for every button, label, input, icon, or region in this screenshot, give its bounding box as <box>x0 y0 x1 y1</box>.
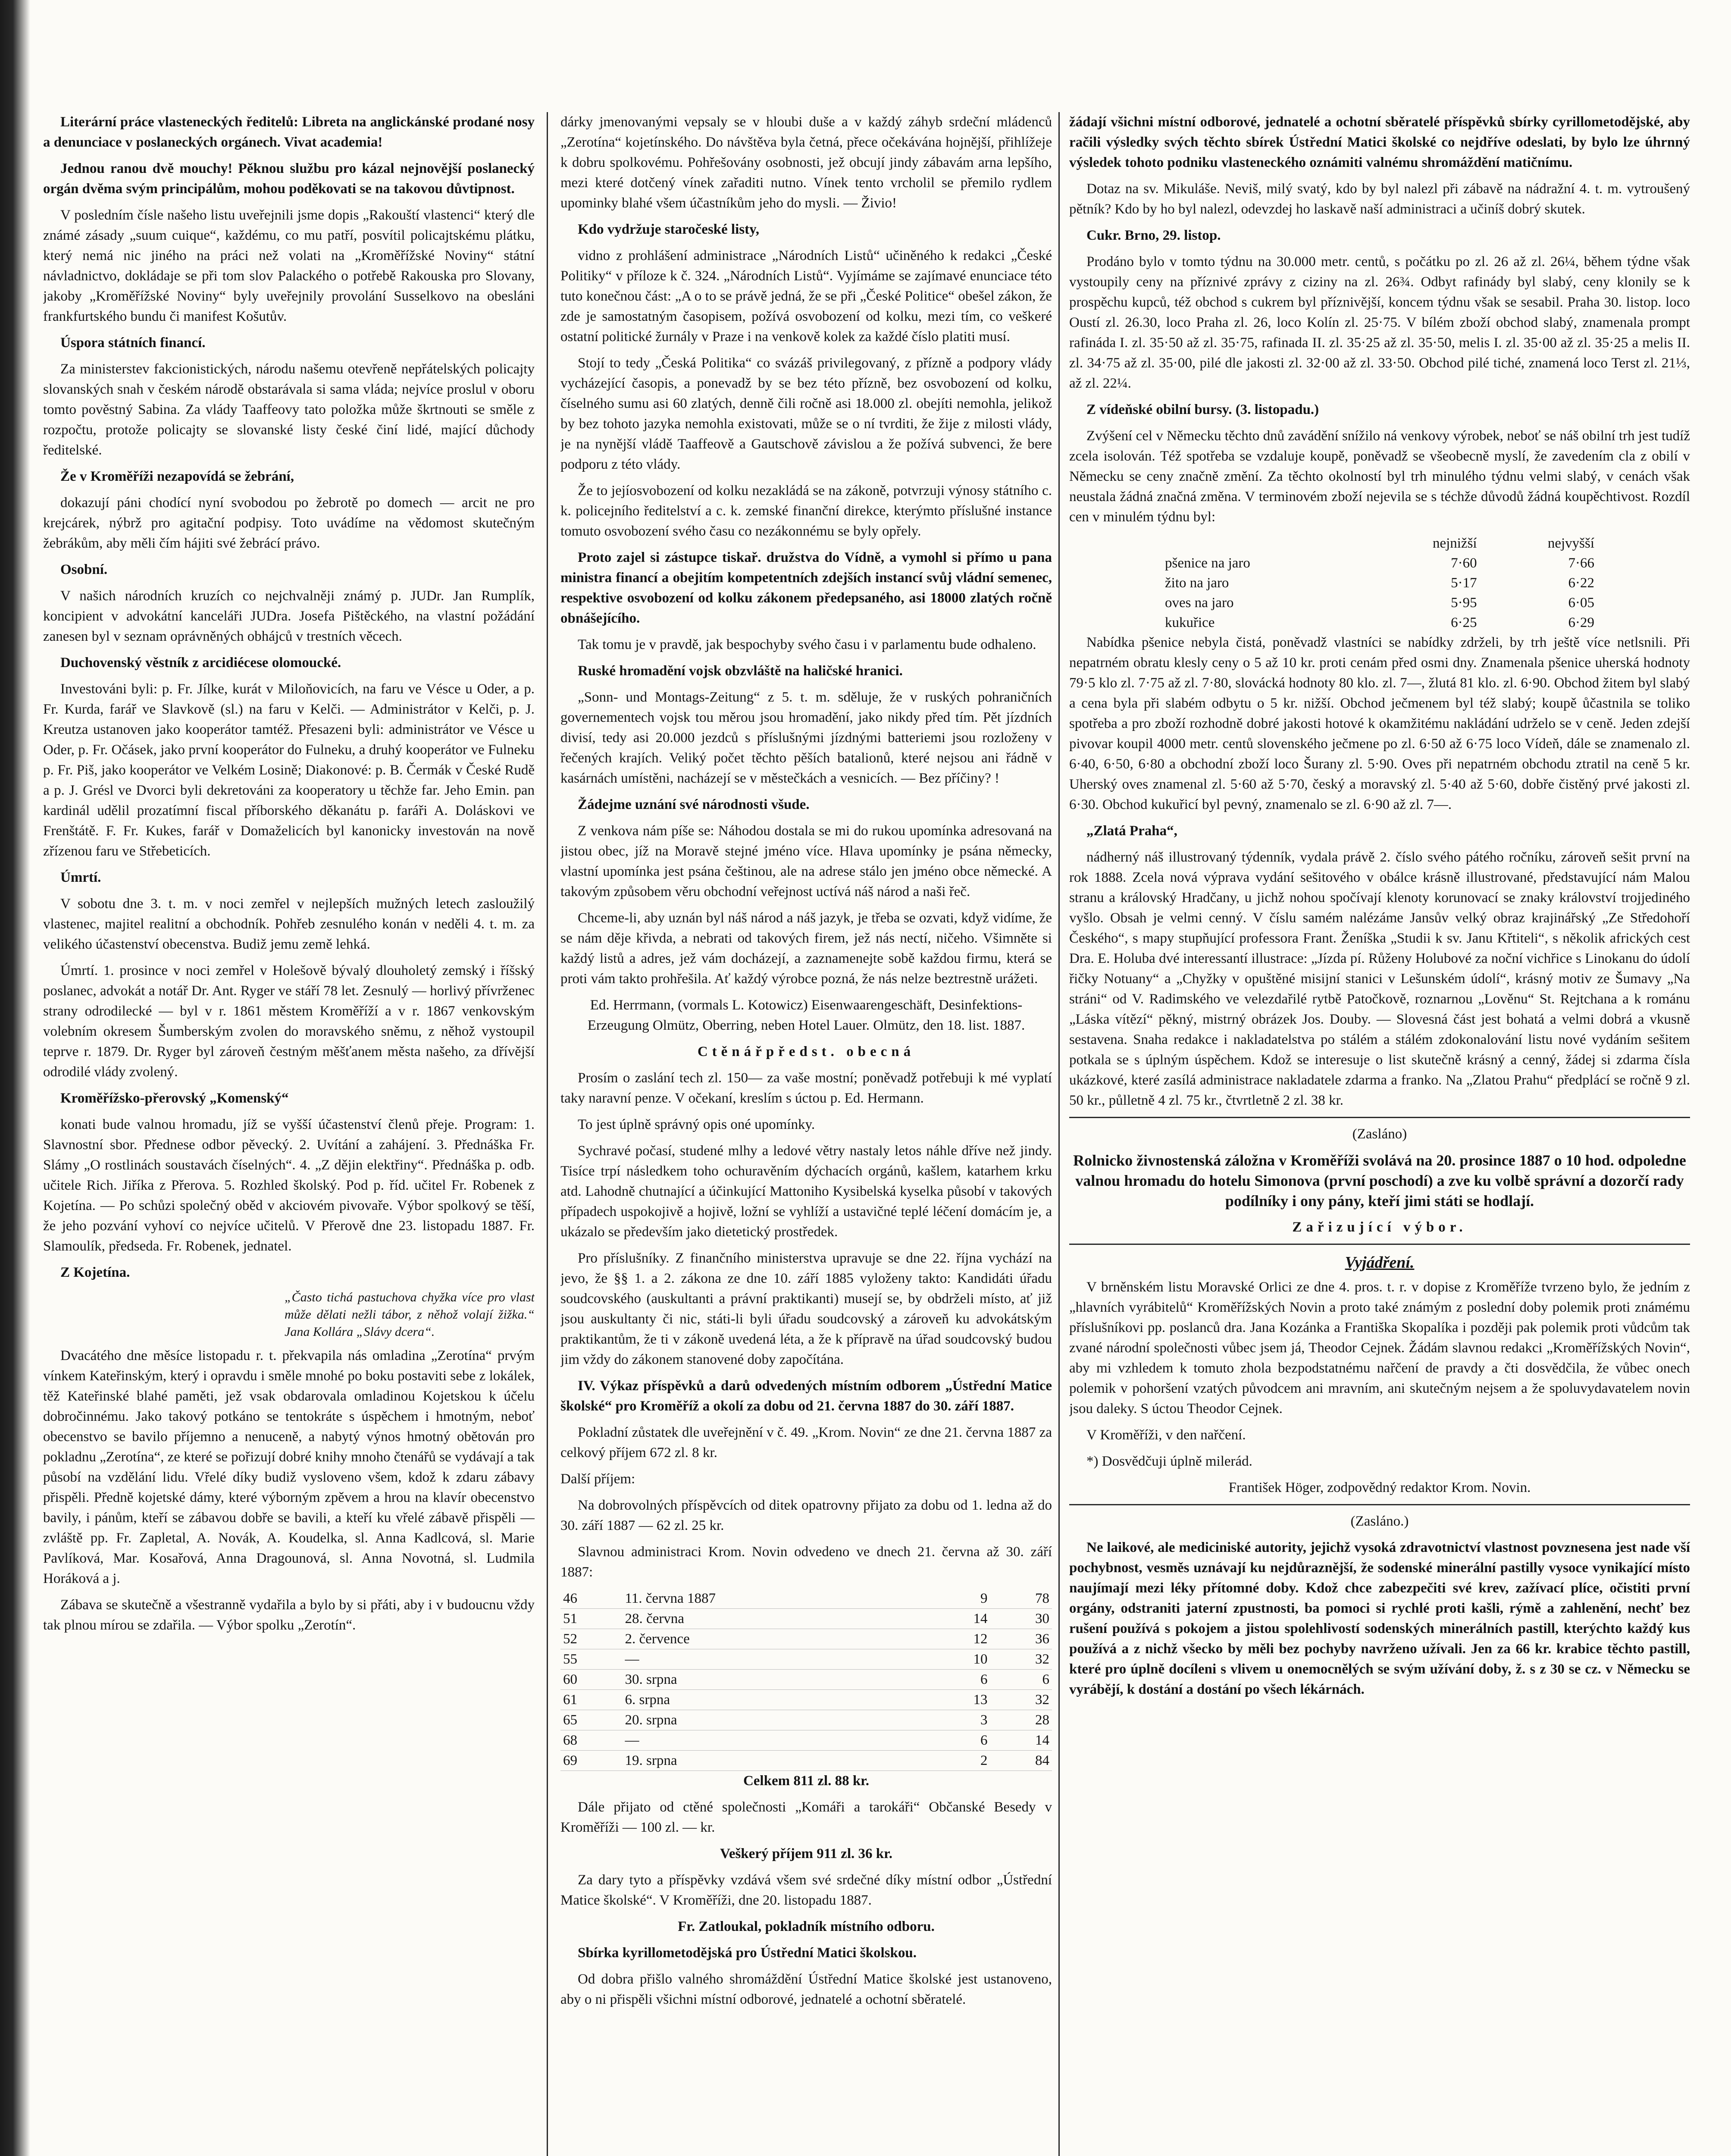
article-text: dárky jmenovanými vepsaly se v hloubi duše a v každý záhyb srdeční mládenců „Zerotína“ kojetínského. Do návštěva byla četná, přece očekávána hojnější, přihlížeje k dobru spolkovému. Pohřešovány osobnosti, jež obcují jindy zábavám arna lepšího, mezi které dotčený vínek zařaditi nutno. Vínek tento vrcholil se přemilo rydlem upominky blahé všem účastníkům jeho do mysli. — Živio! <box>560 114 1052 211</box>
article-text: Úmrtí. 1. prosince v noci zemřel v Holešově bývalý dlouholetý zemský i říšský poslanec, advokát a notář Dr. Ant. Ryger ve stáří 78 let. Zesnulý — horlivý přívrženec strany odrodilecké — byl v r. 1861 městem Kroměříží a v r. 1867 venkovským volebním okresem Šumberským zvolen do moravského sněmu, z něhož vystoupil teprve r. 1879. Dr. Ryger byl zároveň čestným měšťanem města našeho, za dřívější odrodilé vlády zvolený. <box>43 963 535 1080</box>
article-text: V brněnském listu Moravské Orlici ze dne 4. pros. t. r. v dopise z Kroměříže tvrzeno bylo, že jedním z „hlavních vyrábitelů“ Kroměřížských Novin a proto také známým z poslední doby polemik proti známému příslušníkovi pp. poslanců dra. Jana Kozánka a Františka Skopalíka i později pak polemik proti vůdcům tak zvané národní společnosti vůbec jsem já, Theodor Cejnek. Žádám slavnou redakci „Kroměřížských Novin“, aby mi vzhledem k tomuto zhola bezpodstatnému nařčení de pravdy a čti dosvědčila, že vůbec onech polemik v pohoršení vzatých původcem ani mravním, ani skutečným nejsem a že spoluvydavatelem novin jsou daleky. S úctou Theodor Cejnek. <box>1069 1279 1690 1416</box>
article-text: Slavnou administraci Krom. Novin odvedeno ve dnech 21. června až 30. září 1887: <box>560 1544 1052 1580</box>
article-text: Investováni byli: p. Fr. Jílke, kurát v Miloňovicích, na faru ve Vésce u Oder, a p. Fr. Kurda, farář ve Slavkově (sl.) na faru v Kelči. — Administrátor v Kelči, p. J. Kreutza ustanoven jako kooperátor tamtéž. Přesazeni byli: administrátor ve Vésce u Oder, p. Fr. Očásek, jako první kooperátor do Fulneku, a druhý kooperátor ve Fulneku p. Fr. Piš, jako kooperátor ve Velkém Losině; Diakonové: p. B. Čermák v České Rudě a p. J. Grésl ve Dvorci byli dekretováni za kooperatory u těchže far. Jeho Emin. pan kardinál udělil prozatímní fiscal příborského děkanátu p. faráři A. Doláskovi ve Frenštátě. F. Fr. Kukes, farář v Domaželicích byl kanonicky investován na nově zřízenou faru ve Střebeticích. <box>43 681 535 859</box>
sent-in-label: (Zasláno.) <box>1350 1514 1409 1529</box>
ledger-issue-no: 65 <box>560 1710 623 1730</box>
ledger-zl: 3 <box>928 1710 990 1730</box>
article-text: Nabídka pšenice nebyla čistá, poněvadž vlastníci se nabídky zdrželi, by trh ještě více netlsnili. Při nepatrném obratu klesly ceny o 5 až 10 kr. proti cenám před osmi dny. Znamenala pšenice uherská hodnoty 79·5 klo zl. 7·75 až zl. 7·80, slovácká hodnoty 80 klo. zl. 7—, žlutá 81 klo. zl. 6·90. Obchod žitem byl slabý a cena byla při slabém odbytu o 5 kr. nižší. Obchod ječmenem byl též slabý; koupě ůčastnila se toliko spotřeba a pro zboží rozhodně dobré jakosti hotové k okamžitému nakládání udrželo se v ceně. Jeden zdejší pivovar koupil 4000 metr. centů slovenského ječmene po zl. 6·50 až 6·75 loco Vídeň, dále se znamenalo zl. 6·40, 6·50, 6·80 a obchodní zboží loco Šurany zl. 5·90. Oves při nepatrném obchodu ztratil na ceně 5 kr. Uherský oves znamenal zl. 5·60 až 5·70, český a moravský zl. 5·40 až 5·60, dobře čistěný prvé jakosti zl. 6·30. Obchod kukuřicí byl pevný, znamenalo se zl. 6·90 až zl. 7—. <box>1069 635 1690 812</box>
page-fold-shadow <box>0 0 30 2156</box>
ledger-row <box>560 1589 1052 1609</box>
price-low: 6·25 <box>1451 615 1477 630</box>
ledger-issue-no: 46 <box>560 1589 623 1609</box>
column-rule <box>547 112 548 2156</box>
ledger-row <box>560 1690 1052 1710</box>
article-heading: Z Kojetína. <box>60 1265 130 1280</box>
article-text: V našich národních kruzích co nejchvalněji známý p. JUDr. Jan Rumplík, koncipient v advokátní kanceláři JUDra. Josefa Pištěckého, na vlastní požádání zanesen byl v seznam oprávněných obhájců v trestních věcech. <box>43 588 535 644</box>
price-row <box>1162 613 1597 633</box>
ledger-kr: 84 <box>990 1751 1052 1771</box>
lead-paragraph: Literární práce vlasteneckých ředitelů: Libreta na anglickánské prodané nosy a denunciace v poslaneckých orgánech. Vivat academia! <box>43 114 535 150</box>
article-text: Stojí to tedy „Česká Politika“ co svázáš privilegovaný, z přízně a podpory vlády vycházející časopis, a ponevadž by se bez této přízně, bez osvobození od kolku, číselného sumu asi 60 zlatých, denně čili ročně asi 18.000 zl. obejíti nemohla, jelikož by bez tohoto jazyka nemohla existovati, může se o ní tvrditi, že žije z milosti vlády, je na nynější vládě Taaffeově a Gautschově závislou a že požívá subvenci, že bere podporu z této vlády. <box>560 355 1052 472</box>
article-text: V Kroměříži, v den nařčení. <box>1086 1427 1246 1443</box>
column-1 <box>43 112 535 2156</box>
grain-price-table <box>1162 533 1597 633</box>
article-text: V sobotu dne 3. t. m. v noci zemřel v nejlepších mužných letech zasloužilý vlastenec, majitel realitní a obchodník. Pohřeb zesnulého konán v neděli 4. t. m. za velikého účastenství obecenstva. Budiž jemu země lehká. <box>43 896 535 952</box>
article-heading: Z vídeňské obilní bursy. (3. listopadu.) <box>1086 402 1319 417</box>
ledger-issue-no: 61 <box>560 1690 623 1710</box>
ledger-issue-no: 60 <box>560 1670 623 1690</box>
ledger-date: 28. června <box>623 1609 928 1629</box>
price-item: oves na jaro <box>1165 595 1234 611</box>
ledger-zl: 6 <box>928 1670 990 1690</box>
price-table-header <box>1162 533 1597 553</box>
letter-address: Ctěnářpředst. obecná <box>697 1044 915 1059</box>
article-text: Sychravé počasí, studené mlhy a ledové větry nastaly letos náhle dříve než jindy. Tisíce trpí následkem toho ochuravěním dýchacích orgánů, kašlem, katarhem krku atd. Lahodně chutnající a účinkující Mattoniho Kysibelská kyselka působí v takových případech uspokojivě a hojivě, ložní se vyhlíží a ustavičné teplé léčení domácím je, a ukázalo se především jako dietetický prostředek. <box>560 1143 1052 1240</box>
article-text: nádherný náš illustrovaný týdenník, vydala právě 2. číslo svého pátého ročníku, zároveň sešit první na rok 1888. Zcela nová výprava vydání sešitového v obálce krásně illustrované, představující nám Malou stranu a královský Hradčany, u jichž nohou spočívají klenoty korunovací se znaky království trojjediného vyšlo. Obsah je velmi cenný. V číslu samém nalézáme Jansův velký obraz krajinářský „Ze Středohoří Českého“, s mapy stupňující professora Frant. Ženíška „Studii k sv. Janu Křtiteli“, s několik afrických cest Dra. E. Holuba dvé interessantí illustrace: „Jízda pí. Růženy Holubové za noční vichřice s Linokanu do údolí řičky Notuany“ a „Chyžky v opuštěné misijní stanici v Lešunském údolí“, krásný motiv ze Šumavy „Na stráni“ od V. Radimského ve velezdařilé rytbě Patočkově, roznarnou „Lověnu“ St. Rejtchana a k románu „Láska vítězí“ pěkný, mistrný obrázek Jos. Douby. — Slovesná část jest bohatá a velmi dobrá a vkusně sestavena. Snaha redakce i nakladatelstva po stálém a stálém zdokonalování listu nové vydáním sešitem potkala se s úplným úspěchem. Kdož se interesuje o list skutečně krásný a cenný, žádej si zdarma čísla ukázkové, které zasílá administrace nakladatele zdarma a franko. Na „Zlatou Prahu“ předplácí se ročně 9 zl. 50 kr., půlletně 4 zl. 75 kr., čtvrtletně 2 zl. 38 kr. <box>1069 849 1690 1108</box>
article-text: žádají všichni místní odborové, jednatelé a ochotní sběratelé příspěvků sbírky cyrillometodějské, aby račili výsledky svých těchto sbírek Ústřední Matici školské co nejdříve odeslati, by bylo lze úhrnný výsledek tohoto podniku vlasteneckého oznámiti valnému shromáždění matičnímu. <box>1069 114 1690 170</box>
article-text: Zábava se skutečně a všestranně vydařila a bylo by si přáti, aby i v budoucnu vždy tak plnou mírou se zdařila. — Výbor spolku „Zerotín“. <box>43 1597 535 1633</box>
article-text: Na dobrovolných příspěvcích od ditek opatrovny přijato za dobu od 1. ledna až do 30. září 1887 — 62 zl. 25 kr. <box>560 1498 1052 1533</box>
article-text: konati bude valnou hromadu, jíž se vyšší účastenství členů přeje. Program: 1. Slavnostní sbor. Přednese odbor pěvecký. 2. Uvítání a zahájení. 3. Přednáška Fr. Slámy „O rostlinách soustavách číselných“. 4. „Z dějin elektřiny“. Přednáška p. odb. učitele Rich. Jiříka z Přerova. 5. Rozhled školský. Pod p. říd. učitel Fr. Robenek z Kojetína. — Po schůzi společný oběd v akciovém pivovaře. Výbor spolkový se těší, že jeho pozvání vyhoví co nejvíce učitelů. V Přerově dne 23. listopadu 1887. Fr. Slamoulík, předseda. Fr. Robenek, jednatel. <box>43 1117 535 1254</box>
price-row <box>1162 593 1597 613</box>
ledger-total: Celkem 811 zl. 88 kr. <box>743 1773 870 1789</box>
ledger-date: 11. června 1887 <box>623 1589 928 1609</box>
report-heading: IV. Výkaz příspěvků a darů odvedených místním odborem „Ústřední Matice školské“ pro Kroměříž a okolí za dobu od 21. června 1887 do 30. září 1887. <box>560 1378 1052 1414</box>
price-high: 6·05 <box>1568 595 1594 611</box>
ledger-date: — <box>623 1649 928 1670</box>
ledger-grand-total: Veškerý příjem 911 zl. 36 kr. <box>720 1846 892 1861</box>
article-heading: Žádejme uznání své národnosti všude. <box>578 797 810 812</box>
editor-signature: František Höger, zodpovědný redaktor Krom. Novin. <box>1228 1480 1531 1495</box>
article-text: Pokladní zůstatek dle uveřejnění v č. 49. „Krom. Novin“ ze dne 21. června 1887 za celkový příjem 672 zl. 8 kr. <box>560 1425 1052 1460</box>
article-text: Tak tomu je v pravdě, jak bespochyby svého času i v parlamentu bude odhaleno. <box>578 637 1036 652</box>
ledger-date: — <box>623 1730 928 1751</box>
article-heading: Že v Kroměříži nezapovídá se žebrání, <box>60 469 294 484</box>
ledger-row <box>560 1730 1052 1751</box>
ledger-date: 2. července <box>623 1629 928 1649</box>
ledger-zl: 6 <box>928 1730 990 1751</box>
article-heading: Sbírka kyrillometodějská pro Ústřední Matici školskou. <box>578 1945 917 1961</box>
ledger-issue-no: 68 <box>560 1730 623 1751</box>
notice-heading: Rolnicko živnostenská záložna v Kroměříži svolává na 20. prosince 1887 o 10 hod. odpoledne valnou hromadu do hotelu Simonova (první poschodí) a zve ku volbě správní a dozorčí rady podílníky i ony pány, kteří jimi státi se hodlají. <box>1073 1152 1686 1210</box>
article-text: Pro příslušníky. Z finančního ministerstva upravuje se dne 22. října vychází na jevo, že §§ 1. a 2. zákona ze dne 10. září 1885 vyloženy takto: Kandidáti úřadu soudcovského (auskultanti a právní praktikanti) musejí se, by obdrželi místo, ať již jsou auskultanty či nic, státi-li byli úřadu soudcovský a zároveň ku advokátským praktikantům, že ti v zákoně uvedená léta, a že k přípravě na úřad soudcovský budou jim vždy do zákonem stanovené doby započítána. <box>560 1250 1052 1367</box>
ledger-date: 20. srpna <box>623 1710 928 1730</box>
notice-signature: Zařizující výbor. <box>1292 1219 1467 1235</box>
poem-epigraph: „Často tichá pastuchova chyžka více pro vlast může dělati nežli tábor, z něhož volají žižka.“ Jana Kollára „Slávy dcera“. <box>285 1290 535 1339</box>
ledger-issue-no: 51 <box>560 1609 623 1629</box>
article-text: Že to jejíosvobození od kolku nezakládá se na zákoně, potvrzuji výnosy státního c. k. policejního ředitelství a c. k. zemské finanční direkce, kterýmto příslušné instance tomuto osvobození svého času co nezákonnému se byly opřely. <box>560 483 1052 539</box>
section-rule <box>1069 1117 1690 1118</box>
price-high: 7·66 <box>1568 555 1594 571</box>
letter-signature: Ed. Herrmann, (vormals L. Kotowicz) Eisenwaarengeschäft, Desinfektions-Erzeugung Olmütz, Oberring, neben Hotel Lauer. Olmütz, den 18. list. 1887. <box>587 997 1025 1033</box>
price-item: kukuřice <box>1165 615 1215 630</box>
article-text: Zvýšení cel v Německu těchto dnů zavádění snížilo ná venkovy výrobek, neboť se náš obilní trh jest tudíž zcela isolován. Též spotřeba se vzdaluje koupě, poněvadž se všeobecně myslí, že zavedením cla z obilí v Německu se ceny značně změní. Za těchto okolností byl trh minulého týdnu velmi slabý, v cenách však neustala žádná značná změna. V terminovém zboží nejevila se s téchže důvodů žádná koupěchtivost. Rozdíl cen v minulém týdnu byl: <box>1069 428 1690 525</box>
article-heading: Úmrtí. <box>60 870 101 885</box>
column-2 <box>560 112 1052 2156</box>
column-3 <box>1069 112 1690 2156</box>
ledger-kr: 28 <box>990 1710 1052 1730</box>
article-text: Od dobra přišlo valného shromáždění Ústřední Matice školské jest ustanoveno, aby o ni přispěli všichni místní odborové, jednatelé a ochotní sběratelé. <box>560 1971 1052 2007</box>
ledger-kr: 30 <box>990 1609 1052 1629</box>
ledger-date: 6. srpna <box>623 1690 928 1710</box>
price-header-cell: nejnižší <box>1432 536 1477 551</box>
ledger-zl: 12 <box>928 1629 990 1649</box>
price-high: 6·29 <box>1568 615 1594 630</box>
article-text: Za dary tyto a příspěvky vzdává všem své srdečné díky místní odbor „Ústřední Matice školské“. V Kroměříži, dne 20. listopadu 1887. <box>560 1872 1052 1908</box>
article-text: Dále přijato od ctěné společnosti „Komáři a tarokáři“ Občanské Besedy v Kroměříži — 100 zl. — kr. <box>560 1799 1052 1835</box>
advertisement-text: Ne laikové, ale mediciniské autority, jejichž vysoká zdravotnictví vlastnost povznesena jest nade vší pochybnost, vesměs uznávají ku nejdůraznější, že sodenské minerální pastilly vysoce vynikající místo naujímají mezi léky přítomné doby. Kdož chce zabezpečiti své krev, zažívací plíce, očistiti první orgány, odstraniti jaterní zpustnosti, ba pomoci si rychlé proti kašli, rýmě a zahlenění, nechť bez rušení používá s pokojem a jistou spolehlivostí sodenských minerálních pastill, kterýchto každý kus používá a z nichž všecko by měli bez pochyby navrženo užívali. Jen za 66 kr. krabice těchto pastill, které pro úplně docíleni s vlivem u onemocnělých se svým užívání doby, ž. s z 30 se cz. v Německu se vyrábějí, k dostání a dostání po všech lékárnách. <box>1069 1540 1690 1697</box>
ledger-row <box>560 1710 1052 1730</box>
ledger-row <box>560 1751 1052 1771</box>
price-high: 6·22 <box>1568 575 1594 591</box>
ledger-zl: 13 <box>928 1690 990 1710</box>
section-rule <box>1069 1244 1690 1245</box>
ledger-date: 19. srpna <box>623 1751 928 1771</box>
ledger-issue-no: 55 <box>560 1649 623 1670</box>
ledger-kr: 14 <box>990 1730 1052 1751</box>
price-header-cell <box>1162 533 1368 553</box>
footnote: *) Dosvědčuji úplně milerád. <box>1086 1454 1252 1469</box>
ledger-kr: 78 <box>990 1589 1052 1609</box>
ledger-zl: 10 <box>928 1649 990 1670</box>
article-text: Dvacátého dne měsíce listopadu r. t. překvapila nás omladina „Zerotína“ prvým vínkem Kateřinským, který i opravdu i směle mnohé po boku postaviti sebe z lokálek, těž Kateřinské blahé paměti, jež vsak obdarovala omladinou Kojetskou k účelu dobročinnému. Jako takový potkáno se tentokráte s úspěchem i hmotným, neboť obecenstvo se bavilo příjemno a nenuceně, a nabytý výnos hmotný obětován pro pokladnu „Zerotína“, ze které se pořizují dobré knihy mnoho čtenářů se vydávají a tak působí na vzdělání lidu. Vřelé díky budiž vysloveno všem, kdož k zdaru zábavy přispěli. Předně kojetské dámy, které výborným zpěvem a hrou na klavír obecenstvo bavily, i pánům, kteří se zábavou dobře se bavili, a kteří ku vřelé zábavě přispěli — zvláště pp. Fr. Zapletal, A. Novák, A. Koudelka, sl. Anna Kadlcová, sl. Marie Pavlíková, Mar. Kosařová, Anna Dragounová, sl. Anna Novotná, sl. Ludmila Horáková a j. <box>43 1348 535 1586</box>
article-text: Další příjem: <box>560 1471 635 1487</box>
ledger-zl: 9 <box>928 1589 990 1609</box>
article-text: Za ministerstev fakcionistických, národu našemu otevřeně nepřátelských policajty slovanských snah v českém národě obstarávala si sama vláda; nejvíce proslul v oboru tomto pověstný Sabina. Za vlády Taaffeovy tato položka může škrtnouti se směle z rozpočtu, protože policajty se slovanské listy české činí lidé, mající důchody ředitelské. <box>43 361 535 458</box>
ledger-kr: 6 <box>990 1670 1052 1690</box>
article-text: Prosím o zaslání tech zl. 150— za vaše mostní; poněvadž potřebuji k mé vyplatí taky naravní penze. V očekaní, kreslím s úctou p. Ed. Hermann. <box>560 1070 1052 1106</box>
ledger-row <box>560 1609 1052 1629</box>
ledger-date: 30. srpna <box>623 1670 928 1690</box>
report-signature: Fr. Zatloukal, pokladník místního odboru. <box>678 1919 935 1934</box>
article-heading: Jednou ranou dvě mouchy! Pěknou službu pro kázal nejnovější poslanecký orgán dvěma svým principálům, mohou poděkovati se na takovou důvtipnost. <box>43 161 535 197</box>
ledger-kr: 32 <box>990 1690 1052 1710</box>
column-rule <box>1058 112 1060 2156</box>
article-text: To jest úplně správný opis oné upomínky. <box>578 1117 815 1132</box>
ledger-zl: 14 <box>928 1609 990 1629</box>
article-text: dokazují páni chodící nyní svobodou po žebrotě po domech — arcit ne pro krejcárek, nýbrž pro agitační podpisy. Toto uvádíme na vědomost skutečným žebrákům, aby měli čím hájiti své žebrácí právo. <box>43 495 535 551</box>
price-low: 5·17 <box>1451 575 1477 591</box>
article-text: V posledním čísle našeho listu uveřejnili jsme dopis „Rakouští vlastenci“ který dle známé zásady „suum cuique“, každému, co mu patří, posvítil policajtskému plátku, který nemá nic jiného na práci než volati na „Kroměřížské Noviny“ státní návladnictvo, dokládaje se při tom slov Palackého o potřebě Rakouska pro Slovany, jakoby „Kroměřížské Noviny“ byly uveřejnily provolání Susselkovo na obesláni frankfurtského bundu či manifest Košutův. <box>43 207 535 324</box>
ledger-kr: 32 <box>990 1649 1052 1670</box>
article-heading: Cukr. Brno, 29. listop. <box>1086 228 1221 243</box>
statement-heading: Vyjádření. <box>1345 1253 1415 1272</box>
price-header-cell: nejvyšší <box>1547 536 1594 551</box>
ledger-row <box>560 1629 1052 1649</box>
ledger-issue-no: 69 <box>560 1751 623 1771</box>
ledger-row <box>560 1670 1052 1690</box>
article-heading: Kroměřížsko-přerovský „Komenský“ <box>60 1091 289 1106</box>
article-text: Prodáno bylo v tomto týdnu na 30.000 metr. centů, s počátku po zl. 26 až zl. 26¼, během týdne však vystoupily ceny na příznivé zprávy z ciziny na zl. 26¾. Odbyt rafinády byl slabý, ceny klonily se k prospěchu kupců, též obchod s cukrem byl příznivější, koncem týdnu však se sesabil. Praha 30. listop. loco Oustí zl. 26.30, loco Praha zl. 26, loco Kolín zl. 25·75. V bílém zboží obchod slabý, znamenala prompt rafináda I. zl. 35·50 až zl. 35·75, rafinada II. zl. 35·25 až zl. 35·50, melis I. zl. 35·00 až zl. 35·25 a melis II. zl. 34·75 až zl. 35·00, pilé dle jakosti zl. 32·00 až zl. 33·50. Obchod pilé tiché, znamená loco Terst zl. 21⅓, až zl. 22¼. <box>1069 254 1690 391</box>
article-text: Chceme-li, aby uznán byl náš národ a náš jazyk, je třeba se ozvati, když vidíme, že se nám děje křivda, a nebrati od takových firem, jež nás nectí, ničeho. Všimněte si každý listů a adres, jež vám docházejí, a zaznamenejte sobě každou firmu, která se proti vám takto prohřešila. Ať každý výrobce pozná, že nás nelze beztrestně urážeti. <box>560 910 1052 987</box>
price-row <box>1162 553 1597 573</box>
article-text: Proto zajel si zástupce tiskař. družstva do Vídně, a vymohl si přímo u pana ministra financí a obejitím kompetentních zdejších instancí svůj vládní semenec, respektive osvobození od kolku zákonem předepsaného, asi 18000 zlatých ročně obnášejícího. <box>560 550 1052 626</box>
article-text: vidno z prohlášení administrace „Národních Listů“ učiněného k redakci „České Politiky“ v příloze k č. 324. „Národních Listů“. Vyjímáme se zajímavé enunciace této tuto konečnou část: „A o to se právě jedná, že se při „České Politice“ obešel zákon, že zde je samostatným časopisem, požívá osvobození od kolku, mezi tím, co veškeré ostatní politické žurnály v Praze i na venkově kolek za každé číslo platiti musí. <box>560 248 1052 345</box>
article-heading: Osobní. <box>60 562 108 577</box>
sent-in-label: (Zasláno) <box>1352 1126 1407 1142</box>
section-rule <box>1069 1504 1690 1505</box>
price-low: 7·60 <box>1451 555 1477 571</box>
article-text: Dotaz na sv. Mikuláše. Neviš, milý svatý, kdo by byl nalezl při zábavě na nádražní 4. t. m. vytroušený pětník? Kdo by ho byl nalezl, odevzdej ho laskavě naší administraci a učiníš dobrý skutek. <box>1069 181 1690 217</box>
article-heading: Kdo vydržuje staročeské listy, <box>578 222 760 237</box>
article-heading: „Zlatá Praha“, <box>1086 823 1177 839</box>
price-item: žito na jaro <box>1165 575 1229 591</box>
price-row <box>1162 573 1597 593</box>
ledger-issue-no: 52 <box>560 1629 623 1649</box>
price-low: 5·95 <box>1451 595 1477 611</box>
article-text: „Sonn- und Montags-Zeitung“ z 5. t. m. sděluje, že v ruských pohraničních governementech vojsk tou měrou jsou hromadění, jako nikdy před tím. Pět jízdních divisí, tedy asi 20.000 jezdců s příslušnými jízdnými batteriemi jsou rozloženy v řečených krajích. Veliký počet těchto pěších batalionů, které nejsou ani řádně v kasárnách umístěni, nacházejí se v městečkách a vesnicích. — Bez příčiny? ! <box>560 689 1052 786</box>
contribution-ledger <box>560 1589 1052 1771</box>
ledger-kr: 36 <box>990 1629 1052 1649</box>
ledger-row <box>560 1649 1052 1670</box>
ledger-zl: 2 <box>928 1751 990 1771</box>
price-item: pšenice na jaro <box>1165 555 1250 571</box>
article-text: Z venkova nám píše se: Náhodou dostala se mi do rukou upomínka adresovaná na jistou obec, jíž na Moravě stejné jméno více. Hlava upomínky je psána německy, vlastní upomínka jest psána češtinou, ale na adrese stálo jen jméno obce německé. A takovým způsobem věru obchodní veřejnost uctívá náš národ a naši řeč. <box>560 823 1052 899</box>
article-heading: Duchovenský věstník z arcidiécese olomoucké. <box>60 655 341 671</box>
article-heading: Ruské hromadění vojsk obzvláště na haličské hranici. <box>578 663 903 679</box>
article-heading: Úspora státních financí. <box>60 335 206 351</box>
